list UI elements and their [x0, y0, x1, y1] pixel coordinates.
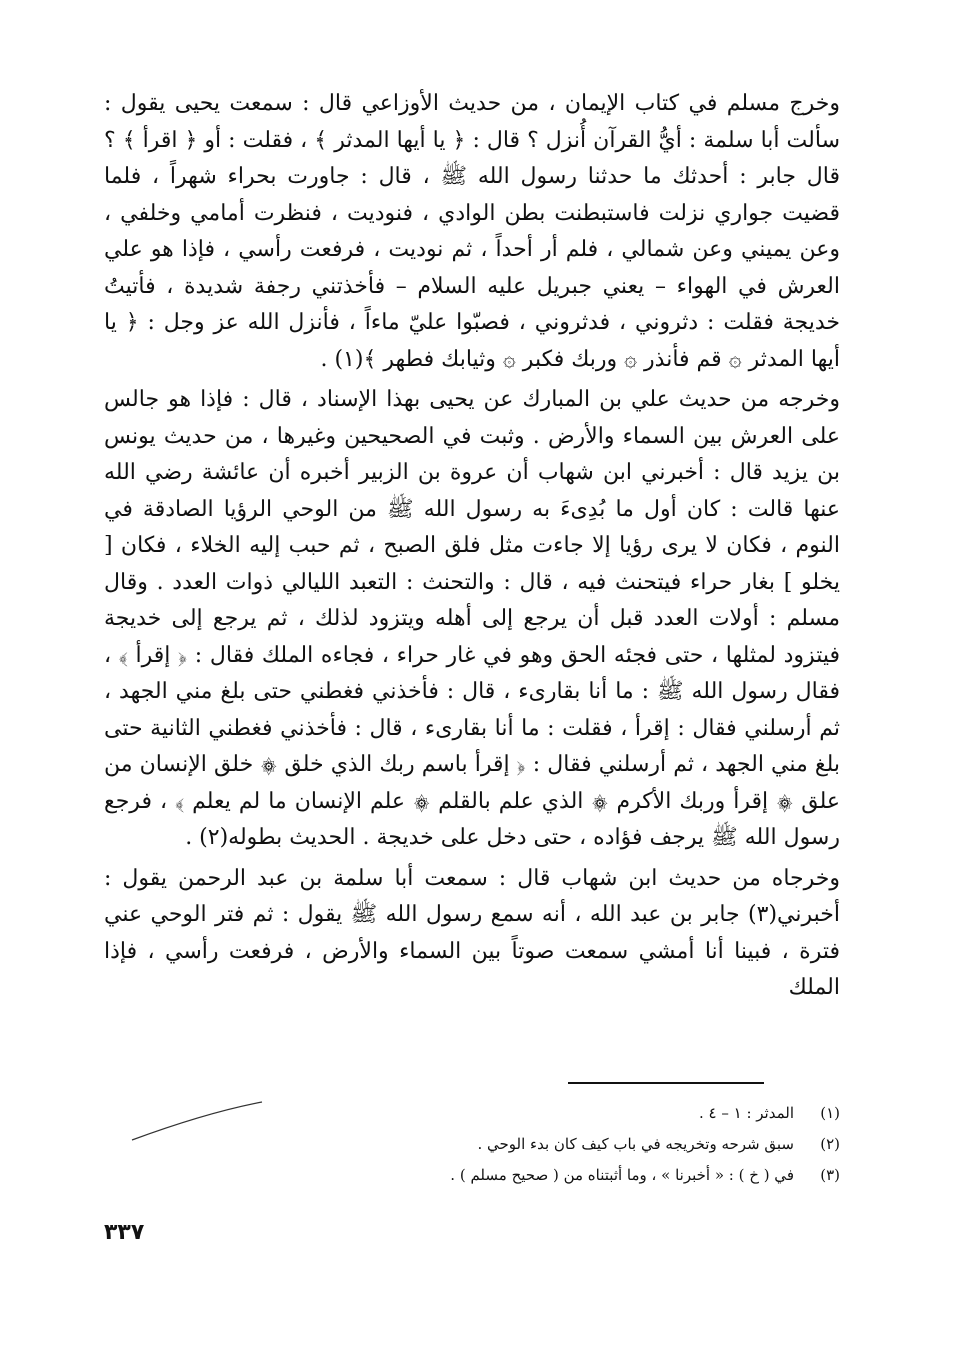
page-body: [104, 86, 840, 1007]
footnote-number: (١): [820, 1104, 840, 1122]
footnotes: [250, 1098, 840, 1191]
footnote-number: (٢): [820, 1135, 840, 1153]
footnote-text: في ( خ ) : « أخبرنا » ، وما أثبتناه من ( صحيح مسلم ) .: [450, 1166, 794, 1184]
footnote-3: [250, 1160, 840, 1191]
footnote-text: سبق شرحه وتخريجه في باب كيف كان بدء الوحي .: [477, 1135, 794, 1153]
paragraph-1: وخرج مسلم في كتاب الإيمان ، من حديث الأوزاعي قال : سمعت يحيى يقول : سألت أبا سلمة : أيُّ القرآن أُنزل ؟ قال : ﴿ يا أيها المدثر ﴾ ، فقلت : أو ﴿ اقرأ ﴾ ؟ قال جابر : أحدثك ما حدثنا رسول الله ﷺ ، قال : جاورت بحراء شهراً ، فلما قضيت جواري نزلت فاستبطنت بطن الوادي ، فنوديت ، فنظرت أمامي وخلفي ، وعن يميني وعن شمالي ، فلم أر أحداً ، ثم نوديت ، فرفعت رأسي ، فإذا هو علي العرش في الهواء – يعني جبريل عليه السلام – فأخذتني رجفة شديدة ، فأتيتُ خديجة فقلت : دثروني ، فدثروني ، فصبّوا عليّ ماءاً ، فأنزل الله عز وجل : ﴿ يا أيها المدثر ۞ قم فأنذر ۞ وربك فكبر ۞ وثيابك فطهر ﴾(١) .: [104, 91, 840, 372]
footnote-divider: [568, 1082, 764, 1084]
footnote-number: (٣): [820, 1166, 840, 1184]
footnote-1: [250, 1098, 840, 1129]
paragraph-3: وخرجاه من حديث ابن شهاب قال : سمعت أبا سلمة بن عبد الرحمن يقول : أخبرني(٣) جابر بن عبد الله ، أنه سمع رسول الله ﷺ يقول : ثم فتر الوحي عني فترة ، فبينا أنا أمشي سمعت صوتاً بين السماء والأرض ، فرفعت رأسي ، فإذا الملك: [104, 865, 840, 1000]
paragraph-2: وخرجه من حديث علي بن المبارك عن يحيى بهذا الإسناد ، قال : فإذا هو جالس على العرش بين السماء والأرض . وثبت في الصحيحين وغيرها ، من حديث يونس بن يزيد قال : أخبرني ابن شهاب أن عروة بن الزبير أخبره أن عائشة رضي الله عنها قالت : كان أول ما بُدِىءَ به رسول الله ﷺ من الوحي الرؤيا الصادقة في النوم ، فكان لا يرى رؤيا إلا جاءت مثل فلق الصبح ، ثم حبب إليه الخلاء ، فكان [ يخلو ] بغار حراء فيتحنث فيه ، قال : والتحنث : التعبد الليالي ذوات العدد . وقال مسلم : أولات العدد قبل أن يرجع إلى أهله ويتزود لذلك ، ثم يرجع إلى خديجة فيتزود لمثلها ، حتى فجئه الحق وهو في غار حراء ، فجاءه الملك فقال : ﴿ إقرأ ﴾ ، فقال رسول الله ﷺ : ما أنا بقارىء ، قال : فأخذني فغطني حتى بلغ مني الجهد ، ثم أرسلني فقال : إقرأ ، فقلت : ما أنا بقارىء ، قال : فأخذني فغطني الثانية حتى بلغ مني الجهد ، ثم أرسلني فقال : ﴿ إقرأ باسم ربك الذي خلق ۞ خلق الإنسان من علق ۞ إقرأ وربك الأكرم ۞ الذي علم بالقلم ۞ علم الإنسان ما لم يعلم ﴾ ، فرجع رسول الله ﷺ يرجف فؤاده ، حتى دخل على خديجة . الحديث بطوله(٢) .: [104, 387, 840, 850]
footnote-2: [250, 1129, 840, 1160]
footnote-text: المدثر : ١ – ٤ .: [698, 1104, 794, 1122]
page-number: ٣٣٧: [104, 1220, 145, 1245]
pen-mark-icon: [130, 1096, 270, 1146]
